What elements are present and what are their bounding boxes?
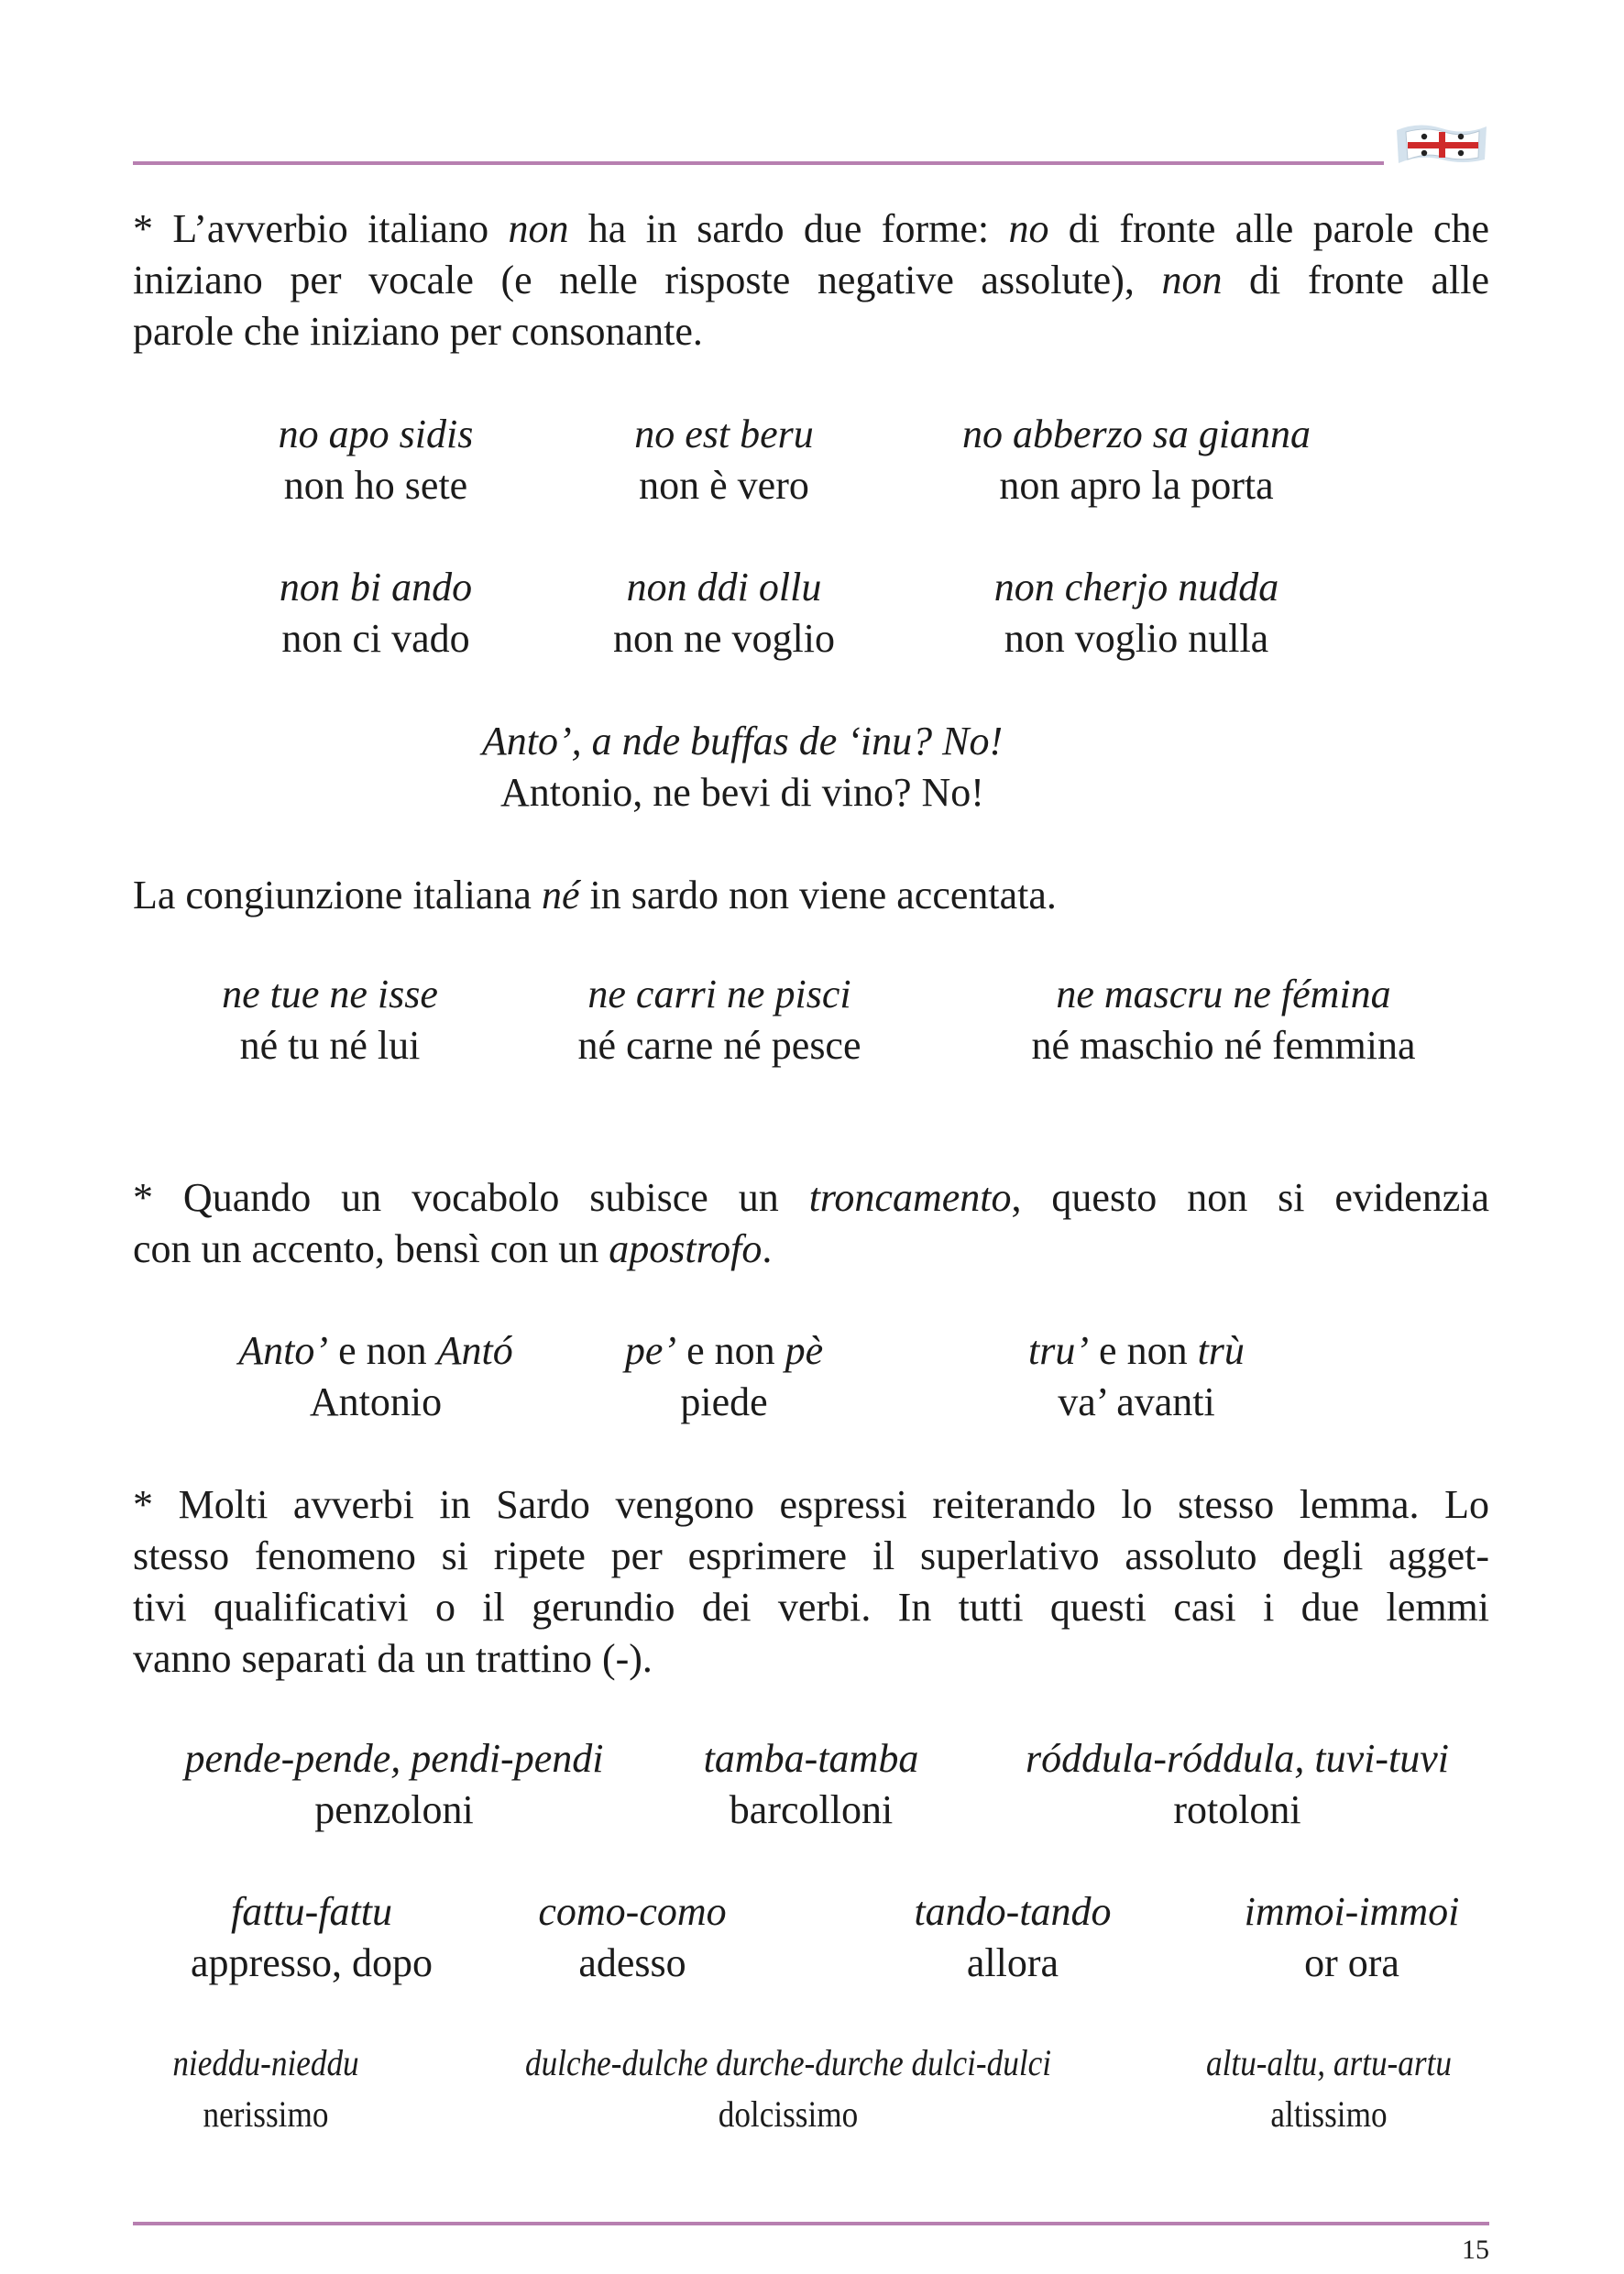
footer-rule: [133, 2222, 1489, 2225]
example-sardo: fattu-fattu: [231, 1889, 392, 1934]
example-sardo: non cherjo nudda: [993, 565, 1279, 610]
troncamento-example: pe’ e non pè: [624, 1328, 824, 1373]
example-italiano: non ci vado: [281, 616, 470, 661]
example-italiano: né carne né pesce: [577, 1023, 861, 1068]
paragraph-line: * Quando un vocabolo subisce un troncamento, questo non si evidenzia: [133, 1175, 1489, 1220]
example-italiano: non voglio nulla: [1004, 616, 1269, 661]
example-italiano: penzoloni: [314, 1787, 474, 1832]
example-italiano: nerissimo: [203, 2093, 329, 2135]
example-italiano: adesso: [578, 1940, 686, 1985]
example-sardo: nieddu-nieddu: [172, 2042, 359, 2083]
example-italiano: barcolloni: [729, 1787, 894, 1832]
sardinian-flag-icon: [1391, 117, 1492, 169]
paragraph-line: * L’avverbio italiano non ha in sardo due forme: no di fronte alle parole che: [133, 206, 1490, 251]
example-sardo: no est beru: [634, 412, 814, 456]
example-sardo: pende-pende, pendi-pendi: [184, 1736, 604, 1781]
example-sardo: tamba-tamba: [703, 1736, 919, 1781]
troncamento-example: tru’ e non trù: [1028, 1328, 1245, 1373]
example-sardo: como-como: [538, 1889, 727, 1934]
page-number: 15: [1462, 2235, 1489, 2265]
example-sardo: ne mascru ne fémina: [1056, 972, 1391, 1016]
dialog-sardo: Anto’, a nde buffas de ‘inu? No!: [481, 719, 1004, 763]
paragraph-line: tivi qualificativi o il gerundio dei verbi. In tutti questi casi i due lemmi: [133, 1585, 1489, 1630]
paragraph-line: vanno separati da un trattino (-).: [133, 1636, 653, 1681]
example-italiano: allora: [966, 1940, 1059, 1985]
paragraph-line: stesso fenomeno si ripete per esprimere il superlativo assoluto degli agget-: [133, 1533, 1489, 1578]
example-italiano: dolcissimo: [718, 2093, 859, 2135]
example-italiano: né maschio né femmina: [1031, 1023, 1416, 1068]
example-sardo: non ddi ollu: [626, 565, 822, 610]
paragraph-line: La congiunzione italiana né in sardo non viene accentata.: [133, 873, 1057, 917]
example-sardo: altu-altu, artu-artu: [1206, 2042, 1452, 2083]
example-italiano: non ho sete: [283, 463, 468, 508]
example-sardo: no apo sidis: [278, 412, 474, 456]
paragraph-line: parole che iniziano per consonante.: [133, 309, 703, 354]
paragraph-line: iniziano per vocale (e nelle risposte negative assolute), non di fronte alle: [133, 258, 1489, 302]
example-italiano: or ora: [1304, 1940, 1399, 1985]
example-sardo: immoi-immoi: [1244, 1889, 1460, 1934]
example-sardo: dulche-dulche durche-durche dulci-dulci: [524, 2042, 1052, 2083]
example-italiano: altissimo: [1270, 2093, 1388, 2135]
header-rule: [133, 161, 1384, 165]
dialog-italiano: Antonio, ne bevi di vino? No!: [500, 770, 984, 815]
example-italiano: non apro la porta: [999, 463, 1274, 508]
example-sardo: ne tue ne isse: [222, 972, 438, 1016]
example-sardo: ne carri ne pisci: [587, 972, 851, 1016]
example-sardo: róddula-róddula, tuvi-tuvi: [1026, 1736, 1449, 1781]
example-italiano: rotoloni: [1173, 1787, 1301, 1832]
example-sardo: no abberzo sa gianna: [961, 412, 1311, 456]
troncamento-example: Anto’ e non Antó: [238, 1328, 513, 1373]
example-italiano: né tu né lui: [239, 1023, 421, 1068]
example-italiano: non è vero: [639, 463, 809, 508]
paragraph-line: con un accento, bensì con un apostrofo.: [133, 1226, 773, 1271]
example-italiano: Antonio: [309, 1379, 443, 1424]
example-sardo: tando-tando: [914, 1889, 1112, 1934]
paragraph-line: * Molti avverbi in Sardo vengono espressi reiterando lo stesso lemma. Lo: [133, 1482, 1489, 1527]
example-italiano: appresso, dopo: [191, 1940, 433, 1985]
example-sardo: non bi ando: [279, 565, 473, 610]
example-italiano: non ne voglio: [613, 616, 835, 661]
example-italiano: va’ avanti: [1058, 1379, 1215, 1424]
example-italiano: piede: [680, 1379, 768, 1424]
